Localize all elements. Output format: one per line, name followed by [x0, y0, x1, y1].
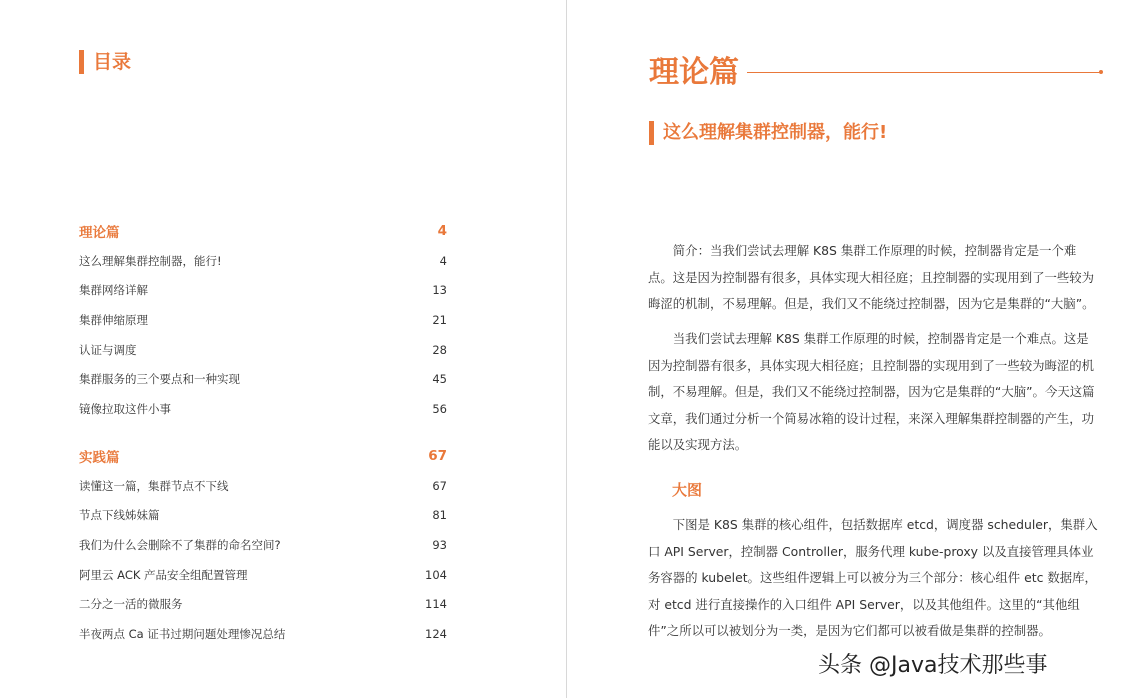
toc-item[interactable] — [79, 501, 447, 531]
article-paragraph: 下图是 K8S 集群的核心组件，包括数据库 etcd，调度器 scheduler，集群入口 API Server，控制器 Controller，服务代理 kube-proxy 以及直接管理具体业务容器的 kubelet。这些组件逻辑上可以被分为三个部分：核心组件 etc 数据库，对 etcd 进行直接操作的入口组件 API Server，以及其他组件。这里的“其他组件”之所以可以被划分为一类，是因为它们都可以被看做是集群的控制器。 — [648, 517, 1098, 639]
toc-item-label: 这么理解集群控制器，能行! — [79, 253, 222, 268]
toc-item-label: 集群网络详解 — [79, 283, 148, 298]
toc-item-label: 节点下线姊妹篇 — [79, 508, 160, 523]
toc-item[interactable] — [79, 394, 447, 424]
toc-section-practice — [79, 441, 447, 649]
toc-item-label: 集群伸缩原理 — [79, 312, 148, 327]
toc-item[interactable] — [79, 589, 447, 619]
toc-item-page: 67 — [432, 478, 447, 493]
toc-section-page: 4 — [437, 223, 447, 239]
toc-item-page: 13 — [432, 283, 447, 298]
toc-section-label: 理论篇 — [79, 225, 120, 241]
toc-item-page: 28 — [432, 342, 447, 357]
article-paragraph: 当我们尝试去理解 K8S 集群工作原理的时候，控制器肯定是一个难点。这是因为控制器有很多，具体实现大相径庭；且控制器的实现用到了一些较为晦涩的机制，不易理解。但是，我们又不能绕过控制器，因为它是集群的“大脑”。今天这篇文章，我们通过分析一个简易冰箱的设计过程，来深入理解集群控制器的产生，功能以及实现方法。 — [648, 331, 1095, 453]
toc-section-heading[interactable] — [79, 441, 447, 471]
toc-item[interactable] — [79, 305, 447, 335]
toc-item[interactable] — [79, 619, 447, 649]
toc-section-theory — [79, 216, 447, 424]
section-subheading: 大图 — [672, 481, 703, 499]
watermark: 头条 @Java技术那些事 — [818, 653, 1048, 678]
toc-item-page: 4 — [439, 253, 447, 268]
toc-item[interactable] — [79, 276, 447, 306]
toc-item[interactable] — [79, 246, 447, 276]
toc-item[interactable] — [79, 364, 447, 394]
article-paragraph: 简介：当我们尝试去理解 K8S 集群工作原理的时候，控制器肯定是一个难点。这是因为控制器有很多，具体实现大相径庭；且控制器的实现用到了一些较为晦涩的机制，不易理解。但是，我们又不能绕过控制器，因为它是集群的“大脑”。 — [648, 243, 1095, 312]
toc-item[interactable] — [79, 560, 447, 590]
toc-section-page: 67 — [428, 448, 447, 464]
part-title-text: 理论篇 — [649, 55, 739, 90]
toc-item-page: 124 — [425, 626, 447, 641]
toc-item-label: 我们为什么会删除不了集群的命名空间? — [79, 537, 281, 552]
left-page — [0, 0, 566, 698]
toc-item-page: 93 — [432, 537, 447, 552]
toc-item-page: 81 — [432, 508, 447, 523]
toc-item-label: 镜像拉取这件小事 — [79, 401, 171, 416]
toc-item-page: 114 — [425, 597, 447, 612]
toc-title: 目录 — [79, 50, 131, 74]
toc-item-page: 21 — [432, 312, 447, 327]
toc-item-page: 104 — [425, 567, 447, 582]
toc-item-page: 45 — [432, 372, 447, 387]
toc-item-label: 二分之一活的微服务 — [79, 597, 183, 612]
toc-item[interactable] — [79, 335, 447, 365]
chapter-title: 这么理解集群控制器，能行! — [649, 121, 887, 145]
toc-section-label: 实践篇 — [79, 450, 120, 466]
part-title-rule — [747, 72, 1101, 73]
toc-item[interactable] — [79, 530, 447, 560]
toc-item-label: 集群服务的三个要点和一种实现 — [79, 372, 240, 387]
toc-item-label: 认证与调度 — [79, 342, 137, 357]
toc-section-heading[interactable] — [79, 216, 447, 246]
toc-item-page: 56 — [432, 401, 447, 416]
part-title — [649, 50, 1101, 88]
toc-item[interactable] — [79, 471, 447, 501]
toc-item-label: 半夜两点 Ca 证书过期问题处理惨况总结 — [79, 626, 286, 641]
toc-item-label: 阿里云 ACK 产品安全组配置管理 — [79, 567, 248, 582]
toc-item-label: 读懂这一篇，集群节点不下线 — [79, 478, 229, 493]
